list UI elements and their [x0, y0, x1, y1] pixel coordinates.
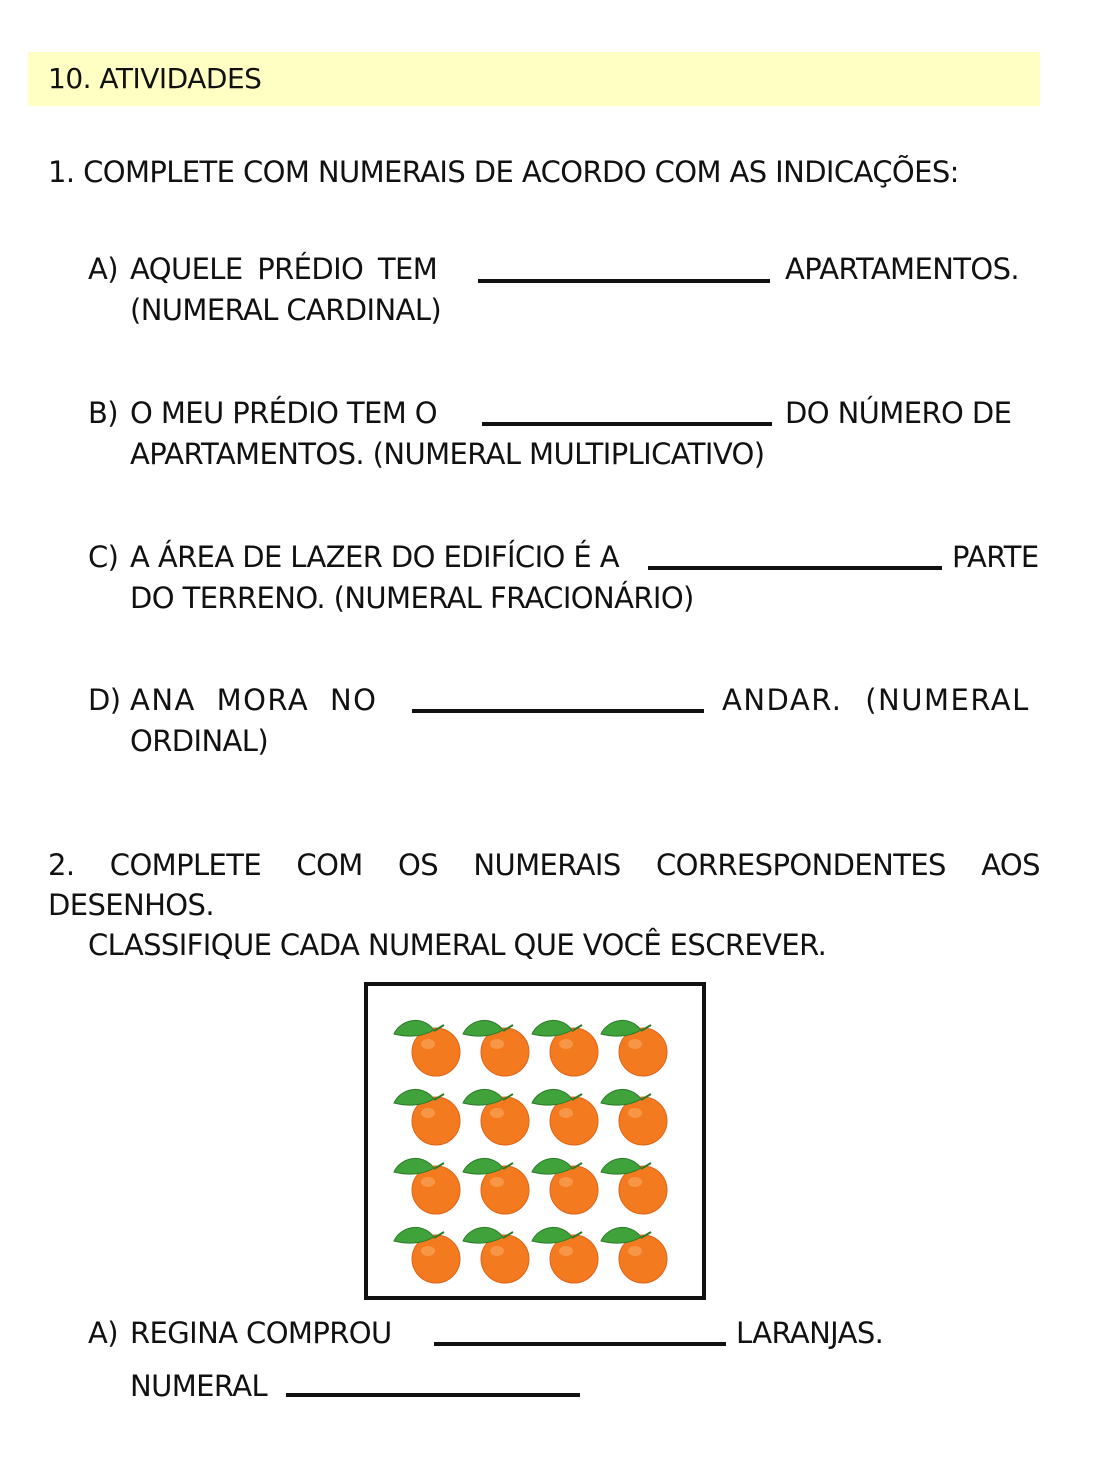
item-1a-text-after: APARTAMENTOS. [785, 252, 1020, 286]
item-2a-label: A) [88, 1316, 118, 1350]
orange-fruit-icon [532, 1227, 598, 1283]
orange-fruit-icon [463, 1089, 529, 1145]
item-1b-label: B) [88, 396, 119, 430]
question-2-prompt-word: NUMERAIS [473, 848, 621, 882]
question-2-prompt-word: AOS [981, 848, 1040, 882]
orange-fruit-icon [463, 1158, 529, 1214]
oranges-grid [368, 986, 702, 1296]
orange-fruit-icon [394, 1020, 460, 1076]
orange-fruit-icon [532, 1020, 598, 1076]
question-2-prompt-word: COMPLETE [109, 848, 262, 882]
orange-fruit-icon [601, 1089, 667, 1145]
item-1c-text-after: PARTE [952, 540, 1039, 574]
item-1c-answer-blank[interactable] [648, 566, 942, 570]
item-1c-text-before: A ÁREA DE LAZER DO EDIFÍCIO É A [130, 540, 619, 574]
orange-fruit-icon [394, 1089, 460, 1145]
question-2-prompt-line1 [48, 845, 1040, 885]
orange-fruit-icon [601, 1158, 667, 1214]
item-1d-answer-blank[interactable] [412, 709, 704, 713]
item-2a-text-after: LARANJAS. [736, 1316, 884, 1350]
question-1-prompt: 1. COMPLETE COM NUMERAIS DE ACORDO COM AS INDICAÇÕES: [48, 155, 959, 189]
question-2-instruction: CLASSIFIQUE CADA NUMERAL QUE VOCÊ ESCREVER. [88, 928, 827, 962]
item-1a-text-before: AQUELE PRÉDIO TEM [130, 252, 438, 286]
item-1b-numeral-type: APARTAMENTOS. (NUMERAL MULTIPLICATIVO) [130, 437, 765, 471]
orange-fruit-icon [394, 1227, 460, 1283]
item-2a-answer-blank[interactable] [434, 1342, 726, 1346]
item-1b-text-before: O MEU PRÉDIO TEM O [130, 396, 438, 430]
item-1a-numeral-type: (NUMERAL CARDINAL) [130, 293, 442, 327]
item-1d-label: D) [88, 683, 121, 717]
orange-fruit-icon [463, 1227, 529, 1283]
item-1a-answer-blank[interactable] [478, 279, 770, 283]
item-2a-numeral-blank[interactable] [286, 1393, 580, 1397]
question-2-prompt-word: 2. [48, 848, 75, 882]
orange-fruit-icon [601, 1020, 667, 1076]
orange-fruit-icon [463, 1020, 529, 1076]
item-1d-text-after: ANDAR. (NUMERAL [722, 683, 1030, 717]
item-1a-label: A) [88, 252, 118, 286]
oranges-picture-frame [364, 982, 706, 1300]
item-1c-label: C) [88, 540, 119, 574]
question-2-prompt-word: OS [398, 848, 439, 882]
item-1d-text-before: ANA MORA NO [130, 683, 378, 717]
item-1d-numeral-type: ORDINAL) [130, 724, 269, 758]
orange-fruit-icon [394, 1158, 460, 1214]
item-1c-numeral-type: DO TERRENO. (NUMERAL FRACIONÁRIO) [130, 581, 694, 615]
item-1b-answer-blank[interactable] [482, 422, 772, 426]
orange-fruit-icon [532, 1158, 598, 1214]
section-banner [28, 52, 1040, 106]
item-2a-numeral-label: NUMERAL [130, 1369, 268, 1403]
question-2-prompt-word: COM [296, 848, 363, 882]
question-2-prompt-word: CORRESPONDENTES [655, 848, 946, 882]
section-title: 10. ATIVIDADES [48, 62, 262, 95]
question-2-prompt-line2: DESENHOS. [48, 888, 214, 922]
item-1b-text-after: DO NÚMERO DE [785, 396, 1012, 430]
orange-fruit-icon [601, 1227, 667, 1283]
orange-fruit-icon [532, 1089, 598, 1145]
item-2a-text-before: REGINA COMPROU [130, 1316, 392, 1350]
